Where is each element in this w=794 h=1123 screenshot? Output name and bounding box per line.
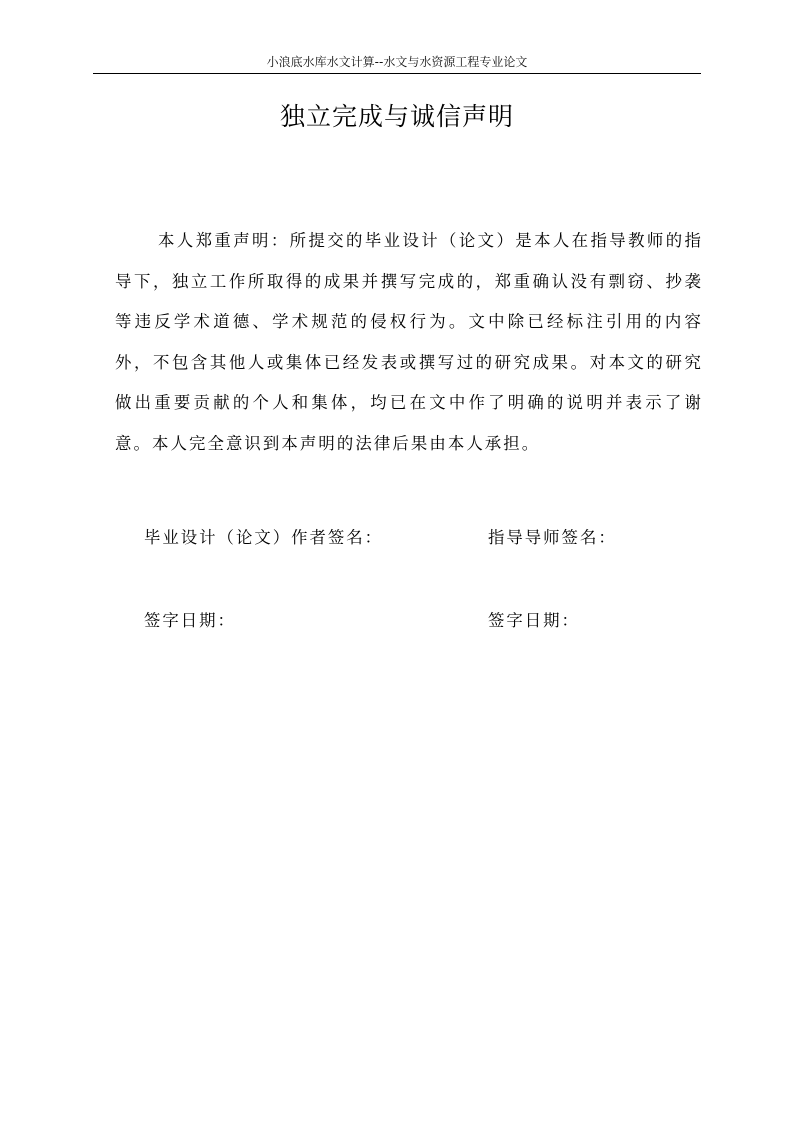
author-date-label: 签字日期：	[144, 611, 236, 630]
advisor-signature-label: 指导导师签名：	[488, 528, 617, 547]
header-divider	[93, 73, 701, 74]
author-signature-label: 毕业设计（论文）作者签名：	[144, 528, 384, 547]
statement-paragraph: 本人郑重声明：所提交的毕业设计（论文）是本人在指导教师的指导下，独立工作所取得的成果并撰写完成的，郑重确认没有剽窃、抄袭等违反学术道德、学术规范的侵权行为。文中除已经标注引用的内容外，不包含其他人或集体已经发表或撰写过的研究成果。对本文的研究做出重要贡献的个人和集体，均已在文中作了明确的说明并表示了谢意。本人完全意识到本声明的法律后果由本人承担。	[115, 231, 703, 453]
running-header: 小浪底水库水文计算--水文与水资源工程专业论文	[266, 55, 528, 69]
page-title: 独立完成与诚信声明	[279, 102, 514, 131]
advisor-date-label: 签字日期：	[488, 611, 580, 630]
